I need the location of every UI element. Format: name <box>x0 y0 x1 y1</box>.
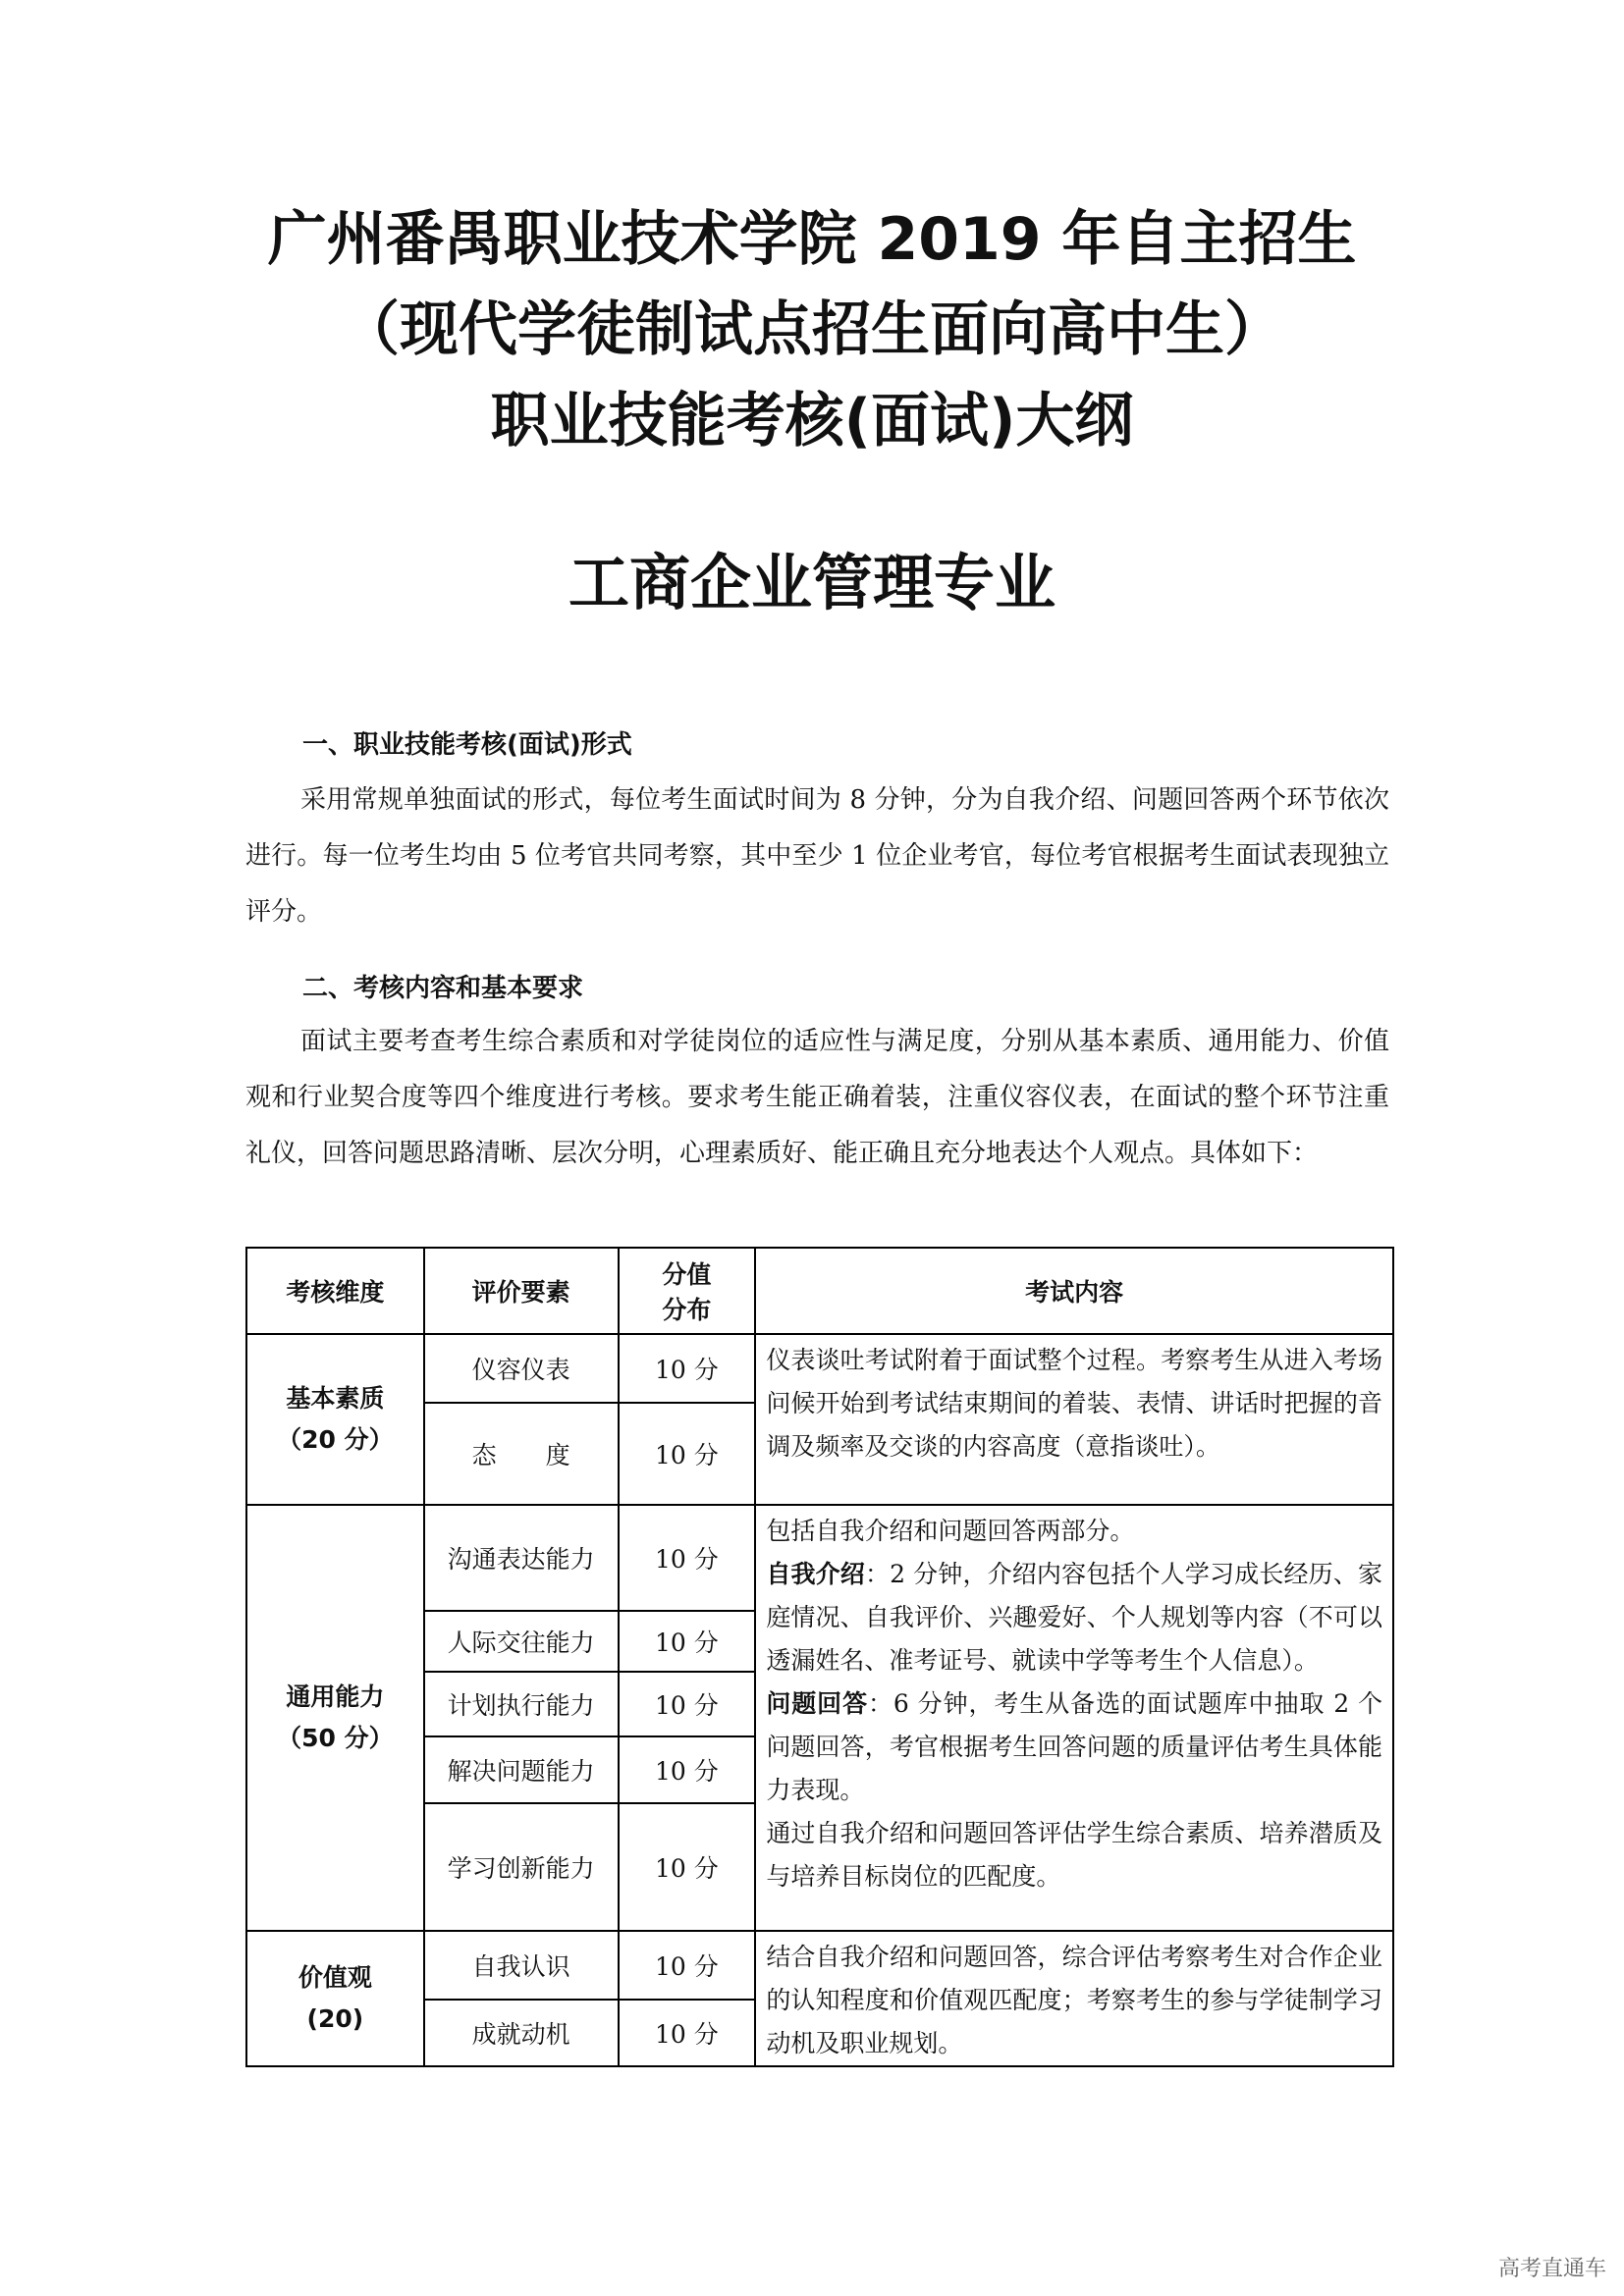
document-title-line2: （现代学徒制试点招生面向高中生） <box>341 295 1283 364</box>
header-score-line1: 分值 <box>662 1260 712 1289</box>
element-cell: 仪容仪表 <box>424 1334 619 1403</box>
score-cell: 10 分 <box>619 1505 756 1611</box>
element-cell: 成就动机 <box>424 2000 619 2066</box>
section1-heading: 一、职业技能考核(面试)形式 <box>302 730 632 760</box>
header-score <box>619 1248 756 1334</box>
self-intro-label: 自我介绍 <box>766 1560 865 1588</box>
score-cell: 10 分 <box>619 1736 756 1803</box>
dimension-score: (20) <box>306 2004 364 2033</box>
dimension-score: （50 分） <box>277 1724 394 1752</box>
section2-heading: 二、考核内容和基本要求 <box>302 974 584 1003</box>
content-intro: 包括自我介绍和问题回答两部分。 <box>766 1517 1135 1545</box>
assessment-table <box>245 1247 1394 2067</box>
header-element: 评价要素 <box>424 1248 619 1334</box>
table-row <box>246 1334 1393 1403</box>
dimension-cell-values <box>246 1931 424 2066</box>
score-cell: 10 分 <box>619 1611 756 1672</box>
dimension-cell-basic <box>246 1334 424 1505</box>
document-title-line1: 广州番禺职业技术学院 2019 年自主招生 <box>267 205 1357 274</box>
self-intro-text: ：2 分钟，介绍内容包括个人学习成长经历、家庭情况、自我评价、兴趣爱好、个人规划等内容（不可以透漏姓名、准考证号、就读中学等考生个人信息）。 <box>766 1560 1382 1675</box>
header-score-line2: 分布 <box>662 1296 712 1324</box>
element-cell: 沟通表达能力 <box>424 1505 619 1611</box>
dimension-name: 价值观 <box>298 1963 372 1992</box>
score-cell: 10 分 <box>619 2000 756 2066</box>
section1-paragraph: 采用常规单独面试的形式，每位考生面试时间为 8 分钟，分为自我介绍、问题回答两个环节依次进行。每一位考生均由 5 位考官共同考察，其中至少 1 位企业考官，每位考官根据考生面试表现独立评分。 <box>245 785 1389 927</box>
qa-text: ：6 分钟，考生从备选的面试题库中抽取 2 个问题回答，考官根据考生回答问题的质量评估考生具体能力表现。 <box>766 1689 1382 1804</box>
element-cell: 解决问题能力 <box>424 1736 619 1803</box>
major-title: 工商企业管理专业 <box>568 547 1056 618</box>
score-cell: 10 分 <box>619 1403 756 1505</box>
element-cell: 自我认识 <box>424 1931 619 2000</box>
table-row <box>246 1505 1393 1611</box>
qa-label: 问题回答 <box>766 1689 868 1718</box>
score-cell: 10 分 <box>619 1931 756 2000</box>
qa-paragraph <box>766 1682 1382 1812</box>
dimension-score: （20 分） <box>277 1425 394 1454</box>
dimension-name: 通用能力 <box>286 1682 385 1711</box>
header-content: 考试内容 <box>755 1248 1393 1334</box>
watermark: 高考直通车 <box>1497 2257 1606 2281</box>
score-cell: 10 分 <box>619 1672 756 1736</box>
content-cell-basic: 仪表谈吐考试附着于面试整个过程。考察考生从进入考场问候开始到考试结束期间的着装、表情、讲话时把握的音调及频率及交谈的内容高度（意指谈吐）。 <box>755 1334 1393 1505</box>
header-dimension: 考核维度 <box>246 1248 424 1334</box>
dimension-cell-general <box>246 1505 424 1931</box>
dimension-name: 基本素质 <box>286 1384 385 1413</box>
score-cell: 10 分 <box>619 1334 756 1403</box>
table-row <box>246 1931 1393 2000</box>
content-cell-general <box>755 1505 1393 1931</box>
content-outro: 通过自我介绍和问题回答评估学生综合素质、培养潜质及与培养目标岗位的匹配度。 <box>766 1819 1382 1891</box>
self-intro-paragraph <box>766 1553 1382 1682</box>
element-cell: 计划执行能力 <box>424 1672 619 1736</box>
table-header-row <box>246 1248 1393 1334</box>
content-cell-values: 结合自我介绍和问题回答，综合评估考察考生对合作企业的认知程度和价值观匹配度；考察考生的参与学徒制学习动机及职业规划。 <box>755 1931 1393 2066</box>
element-cell: 态 度 <box>424 1403 619 1505</box>
element-cell: 学习创新能力 <box>424 1803 619 1931</box>
section2-paragraph: 面试主要考查考生综合素质和对学徒岗位的适应性与满足度，分别从基本素质、通用能力、价值观和行业契合度等四个维度进行考核。要求考生能正确着装，注重仪容仪表，在面试的整个环节注重礼仪，回答问题思路清晰、层次分明，心理素质好、能正确且充分地表达个人观点。具体如下： <box>245 1027 1389 1168</box>
score-cell: 10 分 <box>619 1803 756 1931</box>
element-cell: 人际交往能力 <box>424 1611 619 1672</box>
document-title-line3: 职业技能考核(面试)大纲 <box>490 387 1134 455</box>
